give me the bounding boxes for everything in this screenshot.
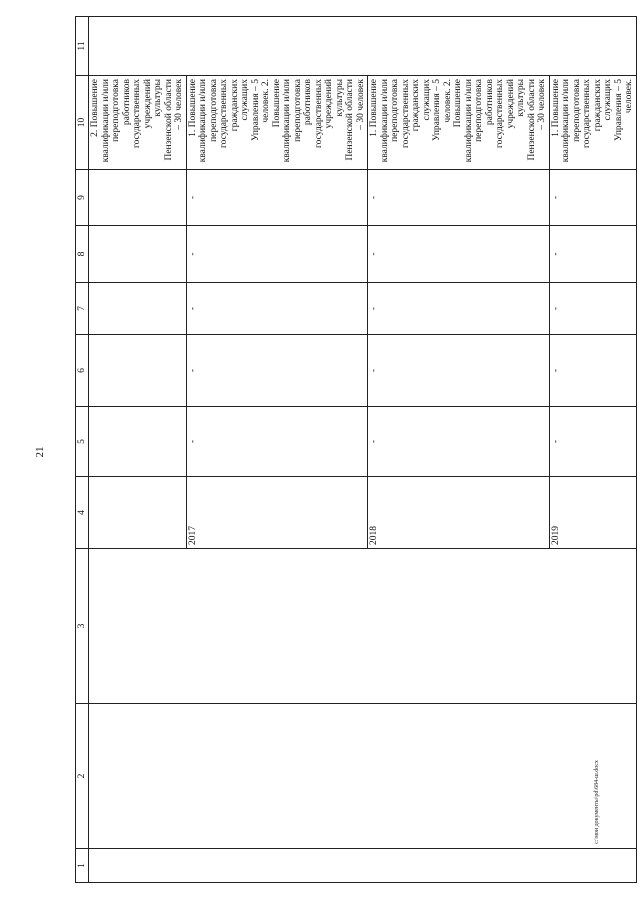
col-header-2: 2 bbox=[76, 704, 89, 849]
header-row bbox=[76, 17, 89, 883]
cell-year: 2019 bbox=[549, 477, 636, 549]
col-header-9: 9 bbox=[76, 170, 89, 226]
cell-col5 bbox=[89, 407, 187, 477]
cell-col7: - bbox=[549, 283, 636, 335]
col-header-10: 10 bbox=[76, 76, 89, 170]
cell-col11 bbox=[89, 17, 637, 76]
cell-col8: - bbox=[549, 226, 636, 283]
cell-col6: - bbox=[549, 335, 636, 407]
cell-year bbox=[89, 477, 187, 549]
col-header-4: 4 bbox=[76, 477, 89, 549]
col-header-8: 8 bbox=[76, 226, 89, 283]
cell-col5: - bbox=[368, 407, 550, 477]
cell-col10: 2. Повышение квалификации и/или переподготовка работников государственных учреждений культуры Пензенской области – 30 человек bbox=[89, 76, 187, 170]
cell-col2 bbox=[89, 704, 637, 849]
cell-col1 bbox=[89, 849, 637, 883]
cell-col5: - bbox=[549, 407, 636, 477]
cell-col6: - bbox=[368, 335, 550, 407]
table-row bbox=[89, 17, 187, 883]
cell-year: 2017 bbox=[186, 477, 368, 549]
cell-col9: - bbox=[368, 170, 550, 226]
col-header-11: 11 bbox=[76, 17, 89, 76]
program-table bbox=[75, 16, 637, 883]
cell-col9: - bbox=[549, 170, 636, 226]
cell-col8: - bbox=[368, 226, 550, 283]
cell-col7 bbox=[89, 283, 187, 335]
col-header-1: 1 bbox=[76, 849, 89, 883]
cell-col10: 1. Повышение квалификации и/или переподготовка государственных гражданских служащих Управления – 5 человек. 2. Повышение квалификации и/или переподготовка работников государственных учреждений культуры Пензенской области – 30 человек bbox=[368, 76, 550, 170]
page-number: 21 bbox=[34, 446, 46, 458]
cell-year: 2018 bbox=[368, 477, 550, 549]
cell-col7: - bbox=[186, 283, 368, 335]
cell-col8: - bbox=[186, 226, 368, 283]
cell-col6: - bbox=[186, 335, 368, 407]
cell-col9 bbox=[89, 170, 187, 226]
file-path-footer: c:\мои документы\pd\684-ш.docx bbox=[594, 760, 600, 844]
cell-col6 bbox=[89, 335, 187, 407]
col-header-7: 7 bbox=[76, 283, 89, 335]
cell-col10: 1. Повышение квалификации и/или переподготовка государственных гражданских служащих Управления – 5 человек. bbox=[549, 76, 636, 170]
col-header-6: 6 bbox=[76, 335, 89, 407]
cell-col10: 1. Повышение квалификации и/или переподготовка государственных гражданских служащих Управления – 5 человек. 2. Повышение квалификации и/или переподготовка работников государственных учреждений культуры Пензенской области – 30 человек bbox=[186, 76, 368, 170]
col-header-5: 5 bbox=[76, 407, 89, 477]
cell-col8 bbox=[89, 226, 187, 283]
col-header-3: 3 bbox=[76, 549, 89, 704]
cell-col9: - bbox=[186, 170, 368, 226]
cell-col3 bbox=[89, 549, 637, 704]
cell-col5: - bbox=[186, 407, 368, 477]
cell-col7: - bbox=[368, 283, 550, 335]
